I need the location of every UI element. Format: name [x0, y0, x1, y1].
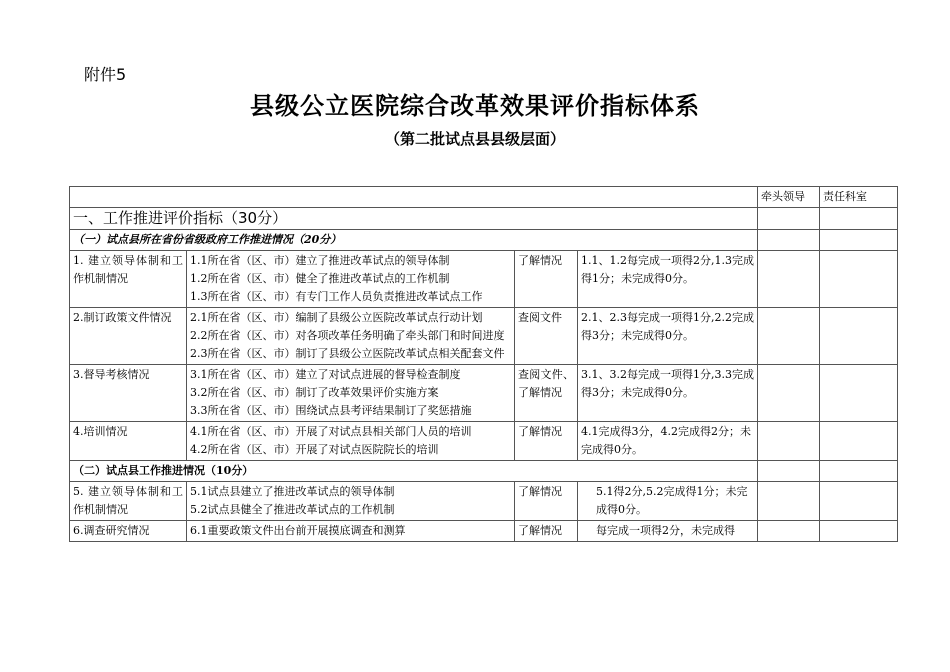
subsection-row [70, 230, 898, 251]
indicator-item: 2.3所在省（区、市）制订了县级公立医院改革试点相关配套文件 [190, 347, 505, 360]
indicator-items [187, 482, 515, 521]
col-header-dept: 责任科室 [820, 187, 898, 208]
indicator-name: 3.督导考核情况 [70, 365, 187, 422]
table-row [70, 422, 898, 461]
indicator-item: 6.1重要政策文件出台前开展摸底调查和测算 [190, 524, 406, 537]
evaluation-method: 了解情况 [515, 482, 578, 521]
indicator-item: 5.2试点县健全了推进改革试点的工作机制 [190, 503, 395, 516]
scoring-rule: 5.1得2分,5.2完成得1分；未完成得0分。 [578, 482, 758, 521]
table-header-row [70, 187, 898, 208]
subsection-title: （一）试点县所在省份省级政府工作推进情况（20分） [70, 230, 758, 251]
indicator-name: 2.制订政策文件情况 [70, 308, 187, 365]
subsection-row [70, 461, 898, 482]
indicator-item: 3.2所在省（区、市）制订了改革效果评价实施方案 [190, 386, 439, 399]
scoring-rule: 2.1、2.3每完成一项得1分,2.2完成得3分；未完成得0分。 [578, 308, 758, 365]
page-subtitle: （第二批试点县县级层面） [384, 130, 565, 148]
subsection-title: （二）试点县工作推进情况（10分） [70, 461, 758, 482]
indicator-item: 2.2所在省（区、市）对各项改革任务明确了牵头部门和时间进度 [190, 329, 505, 342]
indicator-item: 1.1所在省（区、市）建立了推进改革试点的领导体制 [190, 254, 450, 267]
indicator-items [187, 521, 515, 542]
section-row [70, 208, 898, 230]
indicator-items [187, 422, 515, 461]
indicator-items [187, 308, 515, 365]
indicator-item: 3.3所在省（区、市）围绕试点县考评结果制订了奖惩措施 [190, 404, 472, 417]
indicator-item: 1.3所在省（区、市）有专门工作人员负责推进改革试点工作 [190, 290, 483, 303]
indicator-item: 4.2所在省（区、市）开展了对试点医院院长的培训 [190, 443, 439, 456]
indicator-items [187, 365, 515, 422]
attachment-label: 附件5 [84, 65, 127, 84]
indicator-name: 4.培训情况 [70, 422, 187, 461]
table-row [70, 521, 898, 542]
evaluation-method: 了解情况 [515, 422, 578, 461]
evaluation-method: 查阅文件 [515, 308, 578, 365]
indicator-item: 2.1所在省（区、市）编制了县级公立医院改革试点行动计划 [190, 311, 483, 324]
indicator-item: 1.2所在省（区、市）健全了推进改革试点的工作机制 [190, 272, 450, 285]
scoring-rule: 3.1、3.2每完成一项得1分,3.3完成得3分；未完成得0分。 [578, 365, 758, 422]
table-row [70, 251, 898, 308]
table-row [70, 482, 898, 521]
indicator-name: 1. 建立领导体制和工作机制情况 [70, 251, 187, 308]
col-header-leader: 牵头领导 [758, 187, 820, 208]
indicator-table [69, 186, 898, 542]
section-title: 一、工作推进评价指标（30分） [70, 208, 758, 230]
table-row [70, 365, 898, 422]
indicator-items [187, 251, 515, 308]
indicator-name: 5. 建立领导体制和工作机制情况 [70, 482, 187, 521]
table-row [70, 308, 898, 365]
evaluation-method: 查阅文件、了解情况 [515, 365, 578, 422]
evaluation-method: 了解情况 [515, 251, 578, 308]
indicator-name: 6.调查研究情况 [70, 521, 187, 542]
scoring-rule: 4.1完成得3分，4.2完成得2分；未完成得0分。 [578, 422, 758, 461]
indicator-item: 4.1所在省（区、市）开展了对试点县相关部门人员的培训 [190, 425, 472, 438]
indicator-item: 3.1所在省（区、市）建立了对试点进展的督导检查制度 [190, 368, 461, 381]
evaluation-method: 了解情况 [515, 521, 578, 542]
indicator-item: 5.1试点县建立了推进改革试点的领导体制 [190, 485, 395, 498]
page-title: 县级公立医院综合改革效果评价指标体系 [250, 91, 700, 120]
scoring-rule: 每完成一项得2分，未完成得 [578, 521, 758, 542]
scoring-rule: 1.1、1.2每完成一项得2分,1.3完成得1分；未完成得0分。 [578, 251, 758, 308]
